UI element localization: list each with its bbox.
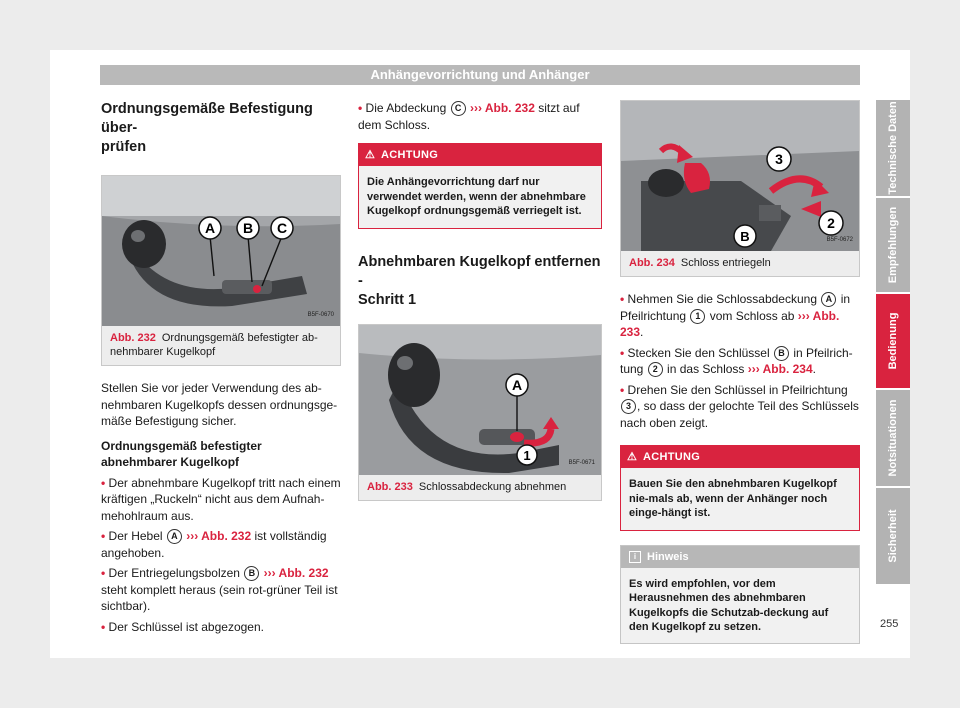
section-title-befestigung <box>101 100 341 157</box>
column-left <box>101 100 341 635</box>
warning-text: Die Anhängevorrichtung darf nur verwendet werden, wenn der abnehmbare Kugelkopf ordnungsgemäß verriegelt ist. <box>359 166 601 228</box>
figure-label-a: A <box>511 376 523 393</box>
figure-image <box>359 325 601 475</box>
bullet-text: ist vollständig angehoben. <box>101 529 327 560</box>
figure-caption-text: Ordnungsgemäß befestigter ab-nehmbarer Kugelkopf <box>110 332 318 358</box>
bullet-text: in Pfeilrichtung <box>620 292 851 323</box>
hint-text: Es wird empfohlen, vor dem Herausnehmen des abnehmbaren Kugelkopfs die Schutzab-deckung auf den Kugelkopf zu setzen. <box>621 568 859 643</box>
figure-label-a: A <box>204 220 216 236</box>
marker-b: B <box>774 346 789 361</box>
figure-label-1: 1 <box>523 447 531 463</box>
warning-box <box>620 445 860 531</box>
warning-label: ACHTUNG <box>381 149 439 161</box>
hint-label: Hinweis <box>647 550 689 563</box>
bullet-icon: • <box>620 382 625 397</box>
bullet-text: Drehen Sie den Schlüssel in Pfeilrichtung <box>627 382 848 397</box>
towbar-illustration <box>102 176 340 326</box>
list-item <box>358 100 602 133</box>
title-line: Abnehmbaren Kugelkopf entfernen - <box>358 253 601 289</box>
bullet-text: vom Schloss ab <box>709 308 795 323</box>
list-item: • Nehmen Sie die Schlossabdeckung A in Pfeilrichtung 1 vom Schloss ab ››› Abb. 233. <box>620 292 851 339</box>
figure-label-3: 3 <box>775 151 783 167</box>
hint-header <box>621 546 859 568</box>
tab-sicherheit[interactable] <box>876 488 910 584</box>
tab-empfehlungen[interactable] <box>876 198 910 292</box>
bullet-text: Nehmen Sie die Schlossabdeckung <box>627 292 817 306</box>
list-item <box>101 619 341 636</box>
subheading: Ordnungsgemäß befestigter abnehmbarer Kugelkopf <box>101 438 262 469</box>
column-middle <box>358 100 602 501</box>
figure-label-c: C <box>276 220 288 236</box>
figure-reference-link[interactable]: ››› Abb. 234 <box>747 362 813 376</box>
title-line: prüfen <box>101 139 147 155</box>
page-number: 255 <box>880 618 899 630</box>
bullet-icon: • <box>620 292 625 306</box>
bullet-icon: • <box>101 475 106 490</box>
figure-number: Abb. 234 <box>629 257 675 269</box>
figure-number: Abb. 232 <box>110 332 156 344</box>
marker-3: 3 <box>621 399 636 414</box>
figure-label-b: B <box>740 229 750 244</box>
figure-label-2: 2 <box>827 215 835 231</box>
tab-label: Technische Daten <box>887 101 899 195</box>
figure-number: Abb. 233 <box>367 480 413 493</box>
figure-code: B5F-0670 <box>307 311 334 318</box>
figure-image <box>621 101 859 251</box>
figure-code: B5F-0672 <box>826 236 853 243</box>
list-item: • Stecken Sie den Schlüssel B in Pfeilrich-tung 2 in das Schloss ››› Abb. 234. <box>620 345 853 376</box>
lock-cover-illustration <box>359 325 601 475</box>
bullet-text: Die Abdeckung <box>365 101 447 115</box>
chapter-header: Anhängevorrichtung und Anhänger <box>100 65 860 85</box>
bullet-text: sitzt auf dem Schloss. <box>358 101 580 132</box>
figure-label-b: B <box>242 220 254 236</box>
tab-notsituationen[interactable] <box>876 390 910 486</box>
list-item <box>101 565 341 615</box>
intro-paragraph: Stellen Sie vor jeder Verwendung des ab-nehmbaren Kugelkopfs dessen ordnungsge-mäße Befestigung sicher. <box>101 381 338 428</box>
bullet-icon: • <box>101 566 106 580</box>
figure-caption <box>102 326 340 365</box>
figure-code: B5F-0671 <box>568 460 595 466</box>
figure-caption-text: Schlossabdeckung abnehmen <box>418 480 567 493</box>
tab-label: Bedienung <box>887 312 899 370</box>
marker-a: A <box>167 529 182 544</box>
figure-caption-text: Schloss entriegeln <box>680 257 771 269</box>
list-item <box>620 382 860 432</box>
tab-label: Notsituationen <box>887 399 899 477</box>
title-line: Schritt 1 <box>358 291 417 308</box>
figure-234 <box>620 100 860 277</box>
tab-bedienung[interactable] <box>876 294 910 388</box>
warning-text: Bauen Sie den abnehmbaren Kugelkopf nie-mals ab, wenn der Anhänger noch einge-hängt ist. <box>621 468 859 530</box>
warning-box <box>358 143 602 229</box>
bullet-icon: • <box>358 101 363 115</box>
figure-image <box>102 176 340 326</box>
bullet-text: steht komplett heraus (sein rot-grüner Teil ist sichtbar). <box>101 582 338 613</box>
warning-triangle-icon: ⚠ <box>627 451 638 463</box>
bullet-icon: • <box>101 619 106 634</box>
bullet-text: in Pfeilrich-tung <box>620 345 853 376</box>
bullet-icon: • <box>620 345 625 360</box>
warning-label: ACHTUNG <box>643 451 701 463</box>
bullet-text: , so dass der gelochte Teil des Schlüssels nach oben zeigt. <box>620 399 859 430</box>
tab-label: Sicherheit <box>887 509 899 563</box>
figure-caption <box>359 475 601 500</box>
marker-b: B <box>244 566 259 581</box>
title-line: Ordnungsgemäße Befestigung über- <box>101 101 313 136</box>
bullet-text: Der abnehmbare Kugelkopf tritt nach einem kräftigen „Ruckeln“ nicht aus dem Aufnah-mehohlraum aus. <box>101 475 341 523</box>
bullet-text: Stecken Sie den Schlüssel <box>627 345 770 360</box>
bullet-icon: • <box>101 529 106 543</box>
hint-box <box>620 545 860 644</box>
warning-header <box>621 446 859 468</box>
bullet-text: Der Entriegelungsbolzen <box>108 566 240 580</box>
figure-reference-link[interactable]: ››› Abb. 232 <box>186 529 252 543</box>
list-item <box>101 475 341 525</box>
list-item <box>101 528 341 561</box>
marker-2: 2 <box>648 362 663 377</box>
info-icon: i <box>629 551 641 563</box>
column-right <box>620 100 860 644</box>
unlock-key-illustration <box>621 101 859 251</box>
marker-a: A <box>821 292 836 307</box>
bullet-text: Der Hebel <box>108 529 163 543</box>
marker-1: 1 <box>690 309 705 324</box>
figure-232 <box>101 175 341 366</box>
bullet-text: in das Schloss <box>667 362 745 376</box>
tab-label: Empfehlungen <box>887 206 899 284</box>
figure-233 <box>358 324 602 501</box>
figure-reference-link[interactable]: ››› Abb. 233 <box>620 308 840 339</box>
warning-header <box>359 144 601 166</box>
figure-caption <box>621 251 859 276</box>
warning-triangle-icon: ⚠ <box>365 149 376 161</box>
figure-reference-link[interactable]: ››› Abb. 232 <box>263 566 329 580</box>
marker-c: C <box>451 101 466 116</box>
section-title-schritt1 <box>358 253 602 310</box>
tab-technische-daten[interactable] <box>876 100 910 196</box>
bullet-text: Der Schlüssel ist abgezogen. <box>108 619 264 634</box>
figure-reference-link[interactable]: ››› Abb. 232 <box>469 101 535 115</box>
